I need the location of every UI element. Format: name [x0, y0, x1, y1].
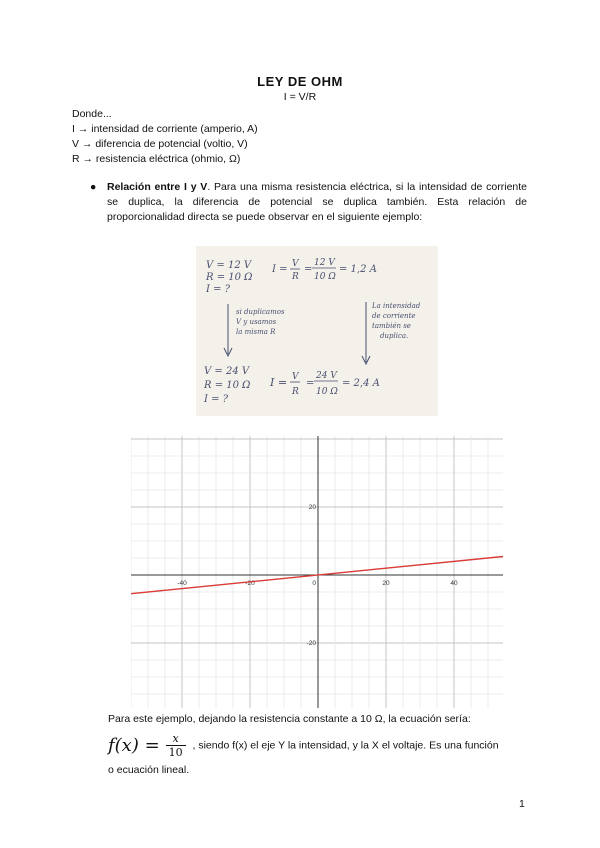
hw-note-left-3: la misma R	[236, 328, 276, 336]
hw-calc2-den: R	[292, 387, 299, 397]
handwritten-example-image	[196, 246, 438, 416]
hw-i1: I = ?	[206, 284, 231, 295]
hw-r2: R = 10 Ω	[204, 380, 251, 391]
page-number: 1	[519, 798, 525, 810]
definition-current: I → intensidad de corriente (amperio, A)	[72, 123, 258, 135]
linear-function-graph	[131, 436, 503, 708]
hw-calc2-i: I =	[270, 376, 288, 389]
definition-resistance: R → resistencia eléctrica (ohmio, Ω)	[72, 153, 241, 165]
hw-note-left-1: si duplicamos	[236, 308, 285, 316]
bullet-bold: Relación entre I y V	[107, 181, 208, 193]
definition-intro: Donde...	[72, 108, 112, 120]
bullet-body: . Para una misma resistencia eléctrica, si la intensidad de corriente se duplica, la diferencia de potencial se duplica también. Esta relación de proporcionalidad directa se puede observar en el siguiente ejemplo:	[107, 181, 528, 223]
x-tick-label: -40	[177, 580, 187, 587]
bullet-text	[107, 180, 527, 225]
graph-svg	[131, 436, 503, 708]
origin-label: 0	[312, 580, 316, 587]
bullet-paragraph	[90, 180, 527, 225]
hw-note-right-1: La intensidad	[372, 302, 421, 310]
hw-calc1-den2: 10 Ω	[314, 272, 336, 282]
x-tick-label: 40	[450, 580, 458, 587]
hw-calc1-i: I =	[272, 264, 288, 275]
equation-denominator: 10	[168, 746, 183, 759]
hw-calc2-num2: 24 V	[316, 371, 337, 381]
hw-calc2-num: V	[292, 372, 299, 382]
hw-i2: I = ?	[204, 394, 229, 405]
hw-note-right-3: también se	[372, 322, 411, 330]
hw-v1: V = 12 V	[206, 260, 252, 271]
x-tick-label: -20	[245, 580, 255, 587]
equation-lhs: f(x) =	[108, 735, 160, 756]
hw-v2: V = 24 V	[204, 366, 250, 377]
equation-caption: Para este ejemplo, dejando la resistencia constante a 10 Ω, la ecuación sería:	[108, 713, 471, 725]
hw-calc2-den2: 10 Ω	[316, 387, 338, 397]
hw-r1: R = 10 Ω	[206, 272, 253, 283]
equation-fraction	[166, 732, 186, 759]
bullet-dot: ●	[90, 181, 97, 193]
svg-text:=: =	[304, 264, 313, 275]
definition-voltage: V → diferencia de potencial (voltio, V)	[72, 138, 248, 150]
hw-note-left-2: V y usamos	[236, 318, 277, 326]
hw-note-right-4: duplica.	[380, 332, 409, 340]
y-tick-label: 20	[308, 504, 316, 511]
equation-description: , siendo f(x) el eje Y la intensidad, y la X el voltaje. Es una función	[192, 739, 499, 752]
x-tick-label: 20	[382, 580, 390, 587]
hw-calc1-num: V	[292, 259, 299, 269]
ohm-formula: I = V/R	[283, 91, 317, 103]
hw-calc1-den: R	[292, 272, 299, 282]
definitions-list	[72, 107, 258, 167]
y-tick-label: -20	[306, 640, 316, 647]
hw-calc2-result: = 2,4 A	[342, 378, 380, 389]
hw-note-right-2: de corriente	[372, 312, 416, 320]
equation-line	[108, 732, 528, 759]
hw-calc1-result: = 1,2 A	[339, 264, 377, 275]
equation-numerator: x	[166, 732, 186, 746]
page-title: LEY DE OHM	[257, 74, 343, 89]
equation-description-cont: o ecuación lineal.	[108, 764, 190, 776]
hw-calc1-num2: 12 V	[314, 258, 335, 268]
svg-text:=: =	[306, 378, 315, 389]
